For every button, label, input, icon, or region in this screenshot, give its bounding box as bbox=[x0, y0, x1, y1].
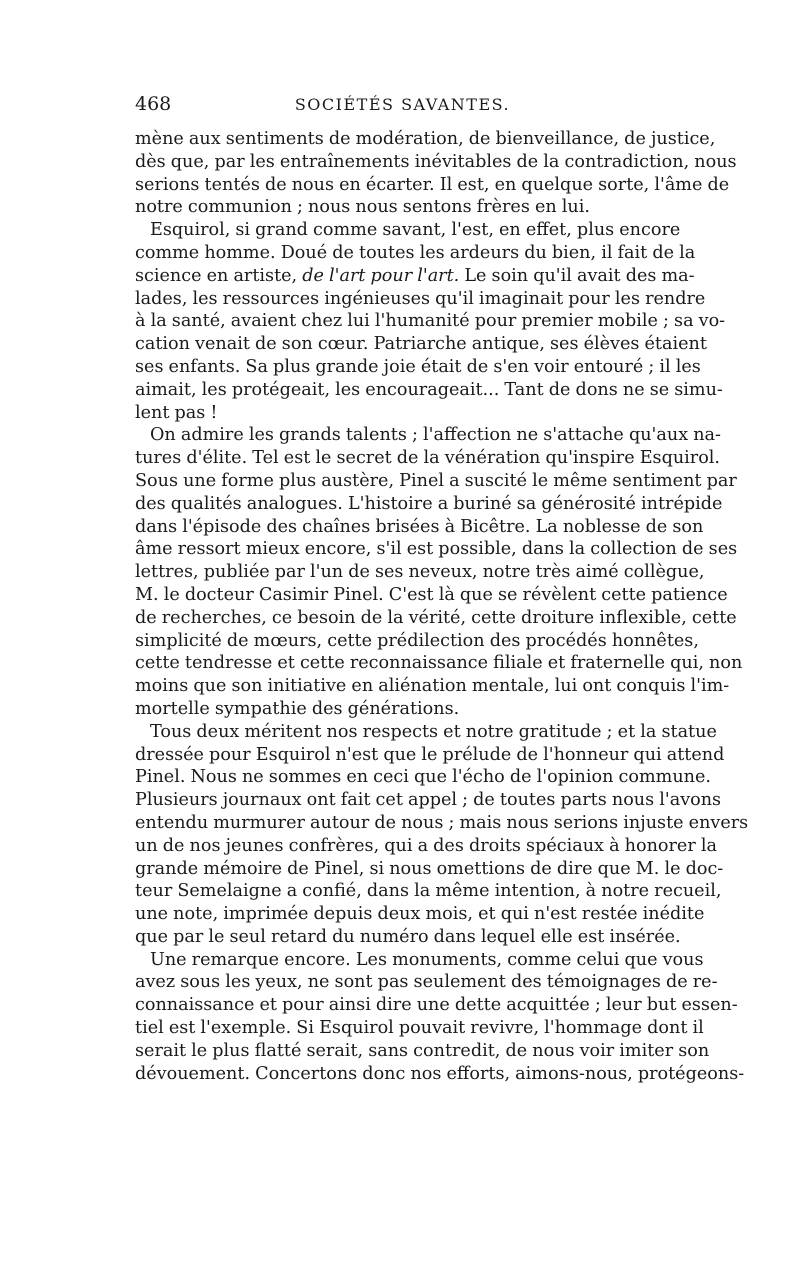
text-line: Sous une forme plus austère, Pinel a suscité le même sentiment par bbox=[135, 470, 737, 491]
text-line: que par le seul retard du numéro dans lequel elle est insérée. bbox=[135, 926, 681, 947]
text-line: On admire les grands talents ; l'affection ne s'attache qu'aux na- bbox=[150, 425, 721, 446]
text-line: mortelle sympathie des générations. bbox=[135, 698, 460, 719]
text-line: serions tentés de nous en écarter. Il est, en quelque sorte, l'âme de bbox=[135, 174, 730, 195]
text-line: Une remarque encore. Les monuments, comme celui que vous bbox=[150, 949, 704, 970]
text-line: M. le docteur Casimir Pinel. C'est là que se révèlent cette patience bbox=[135, 584, 728, 605]
text-line: Esquirol, si grand comme savant, l'est, en effet, plus encore bbox=[150, 220, 681, 241]
text-line: comme homme. Doué de toutes les ardeurs du bien, il fait de la bbox=[135, 242, 696, 263]
running-title: SOCIÉTÉS SAVANTES. bbox=[294, 95, 511, 114]
text-line: dès que, par les entraînements inévitables de la contradiction, nous bbox=[135, 151, 737, 172]
page-header bbox=[135, 93, 670, 121]
text-line: moins que son initiative en aliénation mentale, lui ont conquis l'im- bbox=[135, 676, 730, 697]
text-fragment: science en artiste, bbox=[135, 265, 298, 286]
text-line: dans l'épisode des chaînes brisées à Bicêtre. La noblesse de son bbox=[135, 516, 704, 537]
body-text bbox=[135, 128, 749, 1085]
text-line: dévouement. Concertons donc nos efforts, aimons-nous, protégeons- bbox=[135, 1063, 745, 1084]
text-line: lent pas ! bbox=[135, 402, 218, 423]
text-line: avez sous les yeux, ne sont pas seulement des témoignages de re- bbox=[135, 972, 718, 993]
text-line: lettres, publiée par l'un de ses neveux, notre très aimé collègue, bbox=[135, 562, 705, 583]
text-line: Pinel. Nous ne sommes en ceci que l'écho de l'opinion commune. bbox=[135, 767, 711, 788]
text-line: serait le plus flatté serait, sans contredit, de nous voir imiter son bbox=[135, 1040, 710, 1061]
text-line: aimait, les protégeait, les encourageait... Tant de dons ne se simu- bbox=[135, 379, 723, 400]
text-line: teur Semelaigne a confié, dans la même intention, à notre recueil, bbox=[135, 881, 722, 902]
text-line: Plusieurs journaux ont fait cet appel ; de toutes parts nous l'avons bbox=[135, 790, 722, 811]
text-line: un de nos jeunes confrères, qui a des droits spéciaux à honorer la bbox=[135, 835, 717, 856]
text-line: âme ressort mieux encore, s'il est possible, dans la collection de ses bbox=[135, 539, 738, 560]
text-line: notre communion ; nous nous sentons frères en lui. bbox=[135, 197, 590, 218]
text-line: grande mémoire de Pinel, si nous omettions de dire que M. le doc- bbox=[135, 858, 724, 879]
text-line: simplicité de mœurs, cette prédilection des procédés honnêtes, bbox=[135, 630, 699, 651]
text-line: cette tendresse et cette reconnaissance filiale et fraternelle qui, non bbox=[135, 653, 743, 674]
text-line: tures d'élite. Tel est le secret de la vénération qu'inspire Esquirol. bbox=[135, 448, 721, 469]
text-line: cation venait de son cœur. Patriarche antique, ses élèves étaient bbox=[135, 334, 707, 355]
text-line: des qualités analogues. L'histoire a buriné sa générosité intrépide bbox=[135, 493, 723, 514]
text-line: Tous deux méritent nos respects et notre gratitude ; et la statue bbox=[150, 721, 717, 742]
text-line: mène aux sentiments de modération, de bienveillance, de justice, bbox=[135, 129, 716, 149]
text-line: de recherches, ce besoin de la vérité, cette droiture inflexible, cette bbox=[135, 607, 737, 628]
text-line: connaissance et pour ainsi dire une dette acquittée ; leur but essen- bbox=[135, 995, 738, 1016]
italic-phrase: de l'art pour l'art. bbox=[302, 265, 460, 286]
text-line: ses enfants. Sa plus grande joie était de s'en voir entouré ; il les bbox=[135, 356, 701, 377]
text-line: à la santé, avaient chez lui l'humanité pour premier mobile ; sa vo- bbox=[135, 311, 726, 332]
text-line: dressée pour Esquirol n'est que le prélude de l'honneur qui attend bbox=[135, 744, 725, 765]
text-line: lades, les ressources ingénieuses qu'il imaginait pour les rendre bbox=[135, 288, 706, 309]
text-line: une note, imprimée depuis deux mois, et qui n'est restée inédite bbox=[135, 904, 705, 925]
text-line: tiel est l'exemple. Si Esquirol pouvait revivre, l'hommage dont il bbox=[135, 1018, 704, 1039]
text-line: entendu murmurer autour de nous ; mais nous serions injuste envers bbox=[135, 812, 749, 833]
page-number: 468 bbox=[135, 93, 172, 115]
text-fragment: Le soin qu'il avait des ma- bbox=[464, 265, 695, 286]
text-line bbox=[135, 265, 695, 288]
